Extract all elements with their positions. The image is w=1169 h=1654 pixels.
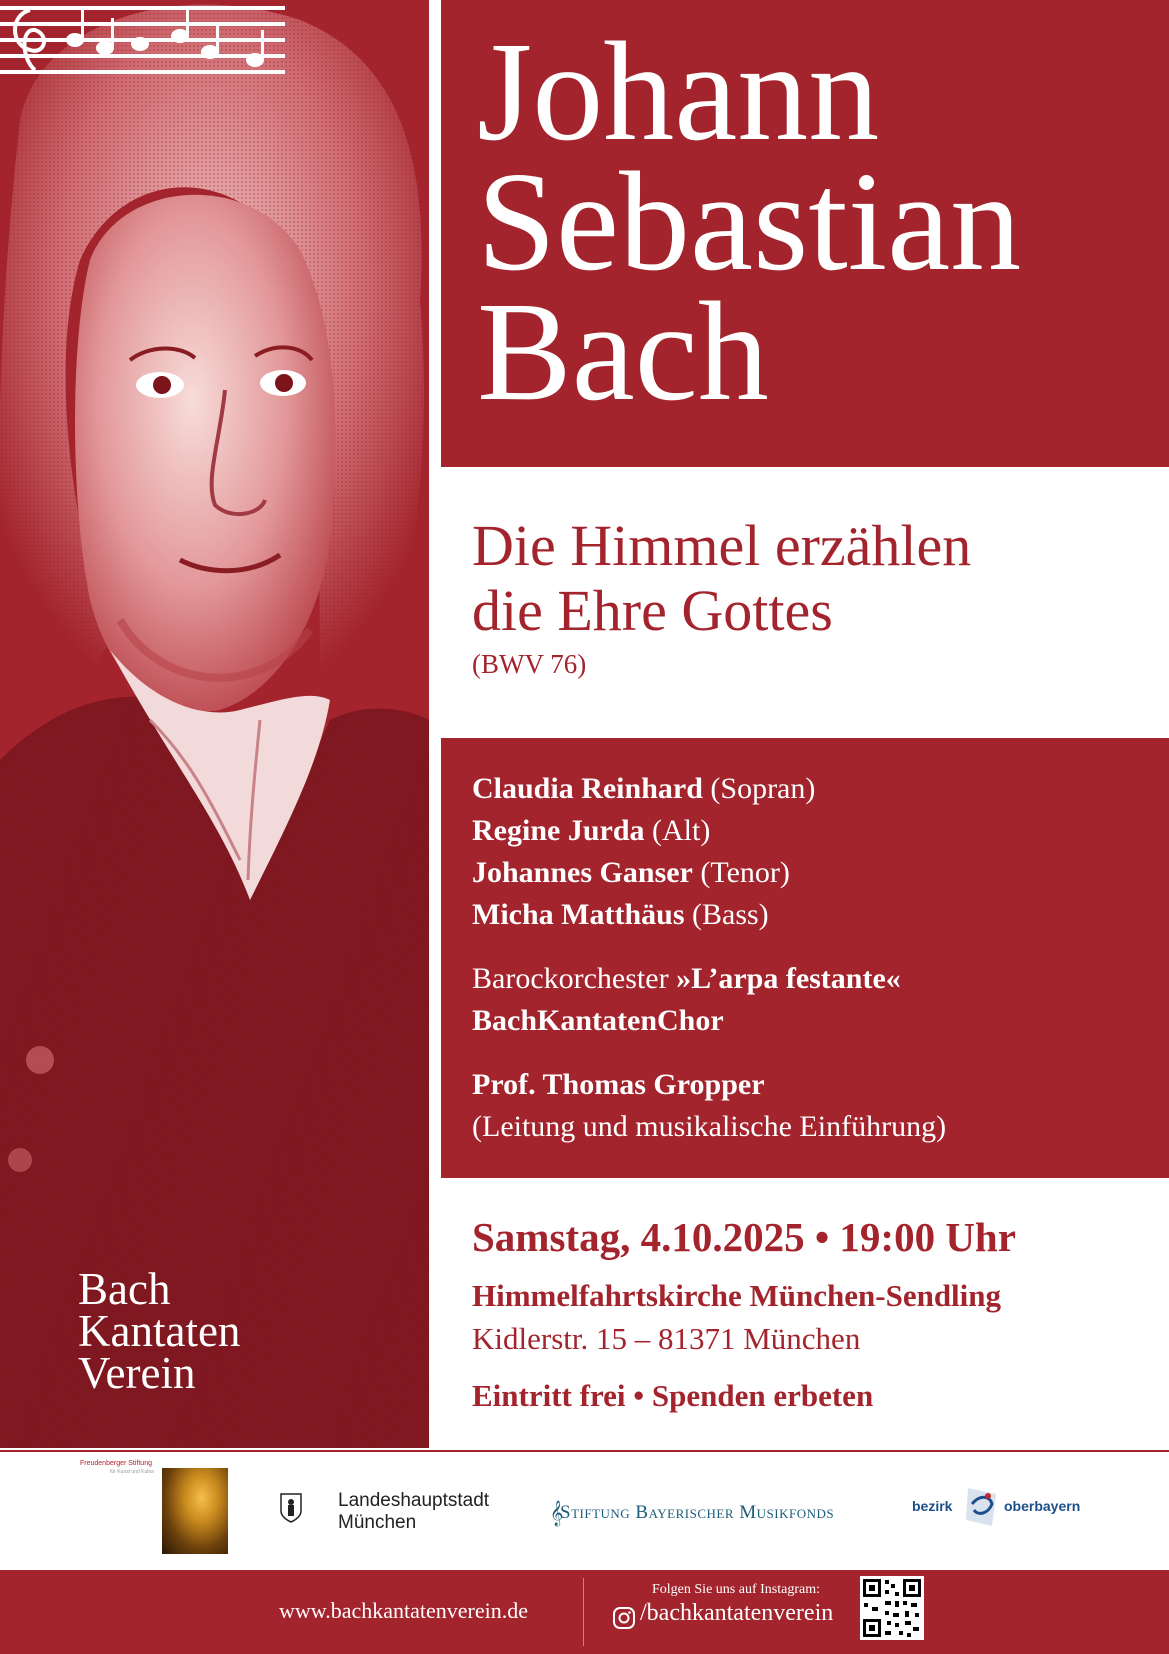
cantata-line: Die Himmel erzählen — [472, 513, 972, 578]
cantata-title — [472, 513, 971, 680]
orchestra-prefix: Barockorchester — [472, 962, 677, 995]
sponsor-bezirk-logo — [912, 1484, 1082, 1530]
freudenberger-subtitle: für Kunst und Kultur — [110, 1469, 155, 1475]
event-entry: Eintritt frei • Spenden erbeten — [472, 1378, 874, 1413]
title-panel — [441, 0, 1169, 467]
performer — [472, 768, 946, 810]
munich-crest-icon — [280, 1493, 302, 1523]
cantata-line: die Ehre Gottes — [472, 578, 833, 643]
performer-name: Johannes Ganser — [472, 856, 693, 889]
sponsor-divider — [0, 1450, 1169, 1452]
website-link[interactable]: www.bachkantatenverein.de — [279, 1598, 529, 1623]
logo-line: Kantaten — [78, 1306, 241, 1356]
logo-music-staff-icon — [0, 0, 285, 78]
title-line: Sebastian — [477, 142, 1022, 300]
freudenberger-name: Freudenberger Stiftung — [80, 1460, 152, 1467]
muenchen-wordmark — [338, 1490, 489, 1534]
conductor — [472, 1064, 946, 1106]
performer-name: Claudia Reinhard — [472, 772, 703, 805]
composer-name — [477, 12, 1022, 430]
title-line: Bach — [477, 272, 769, 430]
choir-name: BachKantatenChor — [472, 1004, 724, 1037]
bach-portrait — [0, 0, 429, 1448]
sponsor-musikfonds-logo — [550, 1500, 835, 1525]
footer-bar — [0, 1570, 1169, 1654]
treble-clef-icon: 𝄞 — [550, 1500, 564, 1525]
sponsor-freudenberger-logo — [80, 1460, 230, 1560]
footer-divider — [583, 1578, 584, 1646]
performer-role: (Alt) — [652, 814, 711, 847]
oberbayern-word: oberbayern — [1004, 1498, 1081, 1514]
event-address: Kidlerstr. 15 – 81371 München — [472, 1321, 861, 1356]
muenchen-line: München — [338, 1512, 417, 1533]
choir — [472, 1000, 946, 1042]
event-date-time: Samstag, 4.10.2025 • 19:00 Uhr — [472, 1214, 1016, 1260]
instagram-handle[interactable]: /bachkantatenverein — [640, 1600, 834, 1626]
freudenberger-image — [162, 1468, 228, 1554]
performer-name: Micha Matthäus — [472, 898, 685, 931]
muenchen-line: Landeshauptstadt — [338, 1490, 490, 1511]
qr-code-icon[interactable] — [860, 1576, 924, 1640]
instagram-icon — [612, 1606, 636, 1630]
event-venue: Himmelfahrtskirche München-Sendling — [472, 1278, 1002, 1313]
conductor-role: (Leitung und musikalische Einführung) — [472, 1110, 947, 1143]
performer-role: (Tenor) — [700, 856, 790, 889]
performer-role: (Bass) — [692, 898, 769, 931]
bezirk-emblem-icon — [962, 1484, 1002, 1530]
event-details — [472, 1210, 1016, 1418]
logo-wordmark — [78, 1264, 241, 1398]
performer — [472, 894, 946, 936]
conductor-name: Prof. Thomas Gropper — [472, 1068, 765, 1101]
performer — [472, 852, 946, 894]
orchestra — [472, 958, 946, 1000]
orchestra-name: »L’arpa festante« — [676, 962, 901, 995]
title-line: Johann — [477, 12, 880, 170]
performer-role: (Sopran) — [710, 772, 816, 805]
performer — [472, 810, 946, 852]
musikfonds-wordmark: Stiftung Bayerischer Musikfonds — [560, 1502, 835, 1523]
instagram-label: Folgen Sie uns auf Instagram: — [652, 1582, 820, 1597]
portrait-engraving — [0, 0, 429, 1448]
bwv-number: (BWV 76) — [472, 649, 587, 679]
cantata-name — [472, 513, 971, 643]
bezirk-word: bezirk — [912, 1498, 953, 1514]
performers-panel — [441, 738, 1169, 1178]
performers-list — [472, 768, 946, 1148]
logo-line: Bach — [78, 1264, 171, 1314]
performer-name: Regine Jurda — [472, 814, 645, 847]
logo-line: Verein — [78, 1348, 196, 1398]
